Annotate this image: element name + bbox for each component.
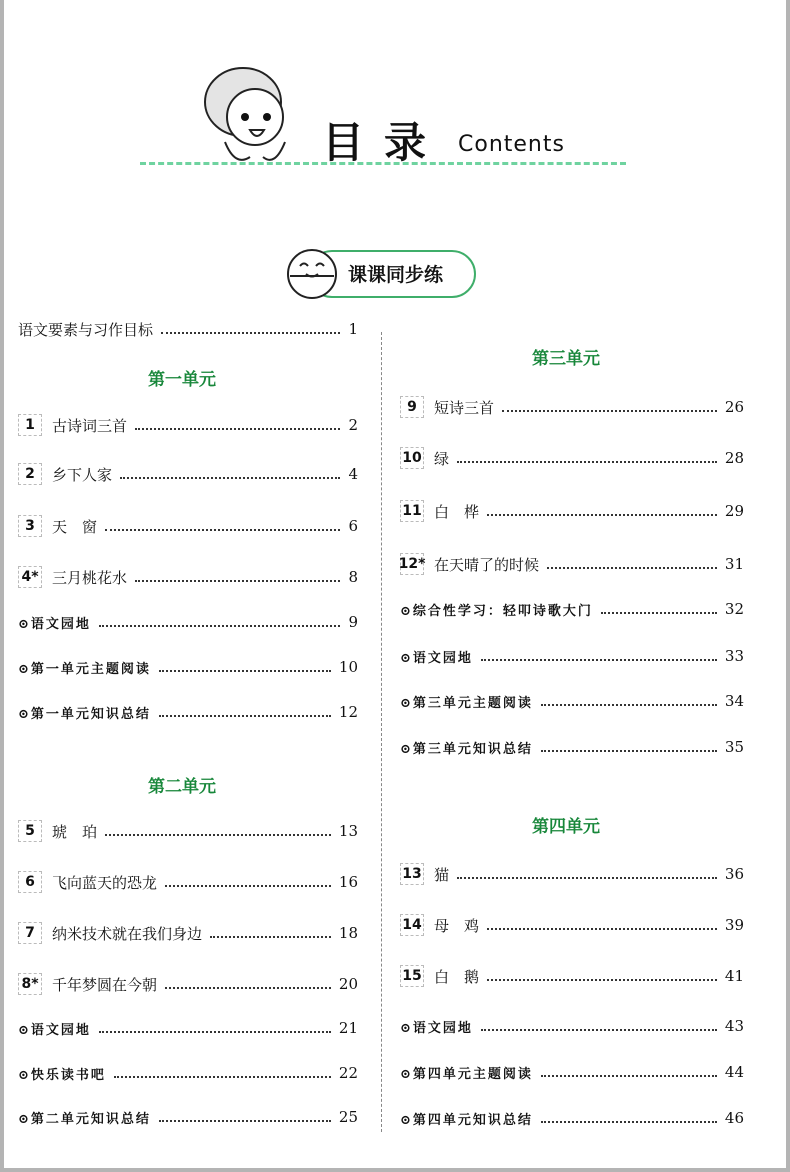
toc-entry[interactable]	[400, 965, 744, 987]
dot-leader	[105, 834, 331, 836]
toc-entry[interactable]	[400, 645, 744, 667]
toc-entry[interactable]	[400, 736, 744, 758]
toc-entry[interactable]	[18, 1017, 358, 1039]
toc-entry[interactable]	[400, 598, 744, 620]
toc-entry-title: ⊙第四单元知识总结	[400, 1112, 533, 1128]
lesson-number: 11	[400, 500, 424, 522]
dot-leader	[502, 410, 717, 412]
dot-leader	[135, 580, 340, 582]
page-number: 31	[724, 555, 744, 573]
unit-heading: 第三单元	[532, 349, 600, 369]
toc-entry-title: 猫	[434, 865, 450, 884]
toc-entry-title: 母 鸡	[434, 916, 480, 935]
dot-leader	[481, 1029, 717, 1031]
dot-leader	[457, 877, 717, 879]
toc-entry[interactable]	[18, 701, 358, 723]
dot-leader	[159, 1120, 331, 1122]
page-title-english: Contents	[458, 132, 565, 157]
toc-entry-title: 千年梦圆在今朝	[52, 975, 158, 994]
page-number: 9	[348, 613, 358, 631]
page-title: 目录	[322, 118, 447, 167]
toc-entry[interactable]	[18, 611, 358, 633]
toc-entry[interactable]	[18, 566, 358, 588]
page-number: 4	[348, 465, 358, 483]
page-number: 44	[724, 1063, 744, 1081]
toc-entry[interactable]	[400, 863, 744, 885]
dot-leader	[481, 659, 717, 661]
toc-entry-title: 乡下人家	[52, 465, 113, 484]
toc-entry[interactable]	[400, 396, 744, 418]
page-number: 10	[338, 658, 358, 676]
dot-leader	[161, 332, 340, 334]
page-number: 20	[338, 975, 358, 993]
toc-entry[interactable]	[400, 1015, 744, 1037]
page-number: 22	[338, 1064, 358, 1082]
page-number: 39	[724, 916, 744, 934]
toc-entry-title: ⊙第四单元主题阅读	[400, 1066, 533, 1082]
toc-entry[interactable]	[18, 820, 358, 842]
page-number: 25	[338, 1108, 358, 1126]
toc-entry[interactable]	[18, 515, 358, 537]
title-divider	[140, 162, 626, 165]
lesson-number: 7	[18, 922, 42, 944]
dot-leader	[541, 750, 717, 752]
lesson-number: 15	[400, 965, 424, 987]
toc-entry-title: 天 窗	[52, 517, 98, 536]
unit-heading: 第一单元	[148, 370, 216, 390]
lesson-number: 3	[18, 515, 42, 537]
lesson-number: 8*	[18, 973, 42, 995]
toc-entry-title: ⊙第一单元知识总结	[18, 706, 151, 722]
toc-entry-title: 白 鹅	[434, 967, 480, 986]
page-number: 13	[338, 822, 358, 840]
toc-entry-title: ⊙语文园地	[400, 650, 473, 666]
dot-leader	[105, 529, 340, 531]
dot-leader	[99, 625, 341, 627]
toc-entry-title: ⊙第三单元主题阅读	[400, 695, 533, 711]
toc-entry[interactable]	[18, 1106, 358, 1128]
toc-entry-title: 纳米技术就在我们身边	[52, 924, 203, 943]
lesson-number: 9	[400, 396, 424, 418]
toc-entry-title: 语文要素与习作目标	[18, 320, 154, 339]
page-number: 8	[348, 568, 358, 586]
page-number: 46	[724, 1109, 744, 1127]
dot-leader	[165, 885, 331, 887]
page-edge-bottom	[0, 1168, 790, 1172]
toc-entry[interactable]	[400, 914, 744, 936]
dot-leader	[541, 1075, 717, 1077]
dot-leader	[165, 987, 331, 989]
toc-entry-title: 飞向蓝天的恐龙	[52, 873, 158, 892]
lesson-number: 12*	[400, 553, 424, 575]
page-edge-left	[0, 0, 4, 1172]
toc-entry-title: ⊙语文园地	[18, 616, 91, 632]
dot-leader	[487, 928, 717, 930]
page-number: 12	[338, 703, 358, 721]
page-number: 34	[724, 692, 744, 710]
page-number: 1	[348, 320, 358, 338]
page-number: 6	[348, 517, 358, 535]
page-number: 16	[338, 873, 358, 891]
toc-entry-title: 白 桦	[434, 502, 480, 521]
toc-entry[interactable]	[400, 553, 744, 575]
dot-leader	[135, 428, 340, 430]
column-divider	[381, 332, 382, 1132]
dot-leader	[601, 612, 717, 614]
toc-entry[interactable]	[18, 1062, 358, 1084]
toc-entry[interactable]	[18, 922, 358, 944]
toc-entry[interactable]	[400, 500, 744, 522]
toc-entry-title: 短诗三首	[434, 398, 495, 417]
toc-entry[interactable]	[18, 318, 358, 340]
toc-entry[interactable]	[18, 656, 358, 678]
page-number: 36	[724, 865, 744, 883]
page-number: 2	[348, 416, 358, 434]
page-number: 41	[724, 967, 744, 985]
unit-heading: 第四单元	[532, 817, 600, 837]
lesson-number: 5	[18, 820, 42, 842]
dot-leader	[487, 514, 717, 516]
dot-leader	[114, 1076, 331, 1078]
toc-entry[interactable]	[18, 414, 358, 436]
toc-entry-title: ⊙综合性学习：轻叩诗歌大门	[400, 603, 593, 619]
lesson-number: 6	[18, 871, 42, 893]
lesson-number: 1	[18, 414, 42, 436]
lesson-number: 13	[400, 863, 424, 885]
toc-entry[interactable]	[400, 690, 744, 712]
page-number: 43	[724, 1017, 744, 1035]
lesson-number: 4*	[18, 566, 42, 588]
dot-leader	[457, 461, 717, 463]
dot-leader	[487, 979, 717, 981]
page-number: 18	[338, 924, 358, 942]
unit-heading: 第二单元	[148, 777, 216, 797]
toc-entry[interactable]	[400, 1107, 744, 1129]
page-number: 28	[724, 449, 744, 467]
toc-entry-title: ⊙第一单元主题阅读	[18, 661, 151, 677]
dot-leader	[547, 567, 717, 569]
toc-entry-title: 古诗词三首	[52, 416, 128, 435]
dot-leader	[210, 936, 331, 938]
section-badge-label: 课课同步练	[348, 264, 444, 286]
dot-leader	[159, 670, 331, 672]
toc-entry-title: ⊙第三单元知识总结	[400, 741, 533, 757]
toc-entry-title: ⊙第二单元知识总结	[18, 1111, 151, 1127]
toc-entry-title: 三月桃花水	[52, 568, 128, 587]
dot-leader	[99, 1031, 331, 1033]
lesson-number: 14	[400, 914, 424, 936]
lesson-number: 10	[400, 447, 424, 469]
toc-entry-title: ⊙语文园地	[400, 1020, 473, 1036]
lesson-number: 2	[18, 463, 42, 485]
toc-entry-title: ⊙快乐读书吧	[18, 1067, 106, 1083]
page-number: 32	[724, 600, 744, 618]
toc-entry[interactable]	[400, 447, 744, 469]
page-number: 33	[724, 647, 744, 665]
page-number: 29	[724, 502, 744, 520]
toc-entry[interactable]	[18, 973, 358, 995]
dot-leader	[541, 704, 717, 706]
toc-entry-title: 绿	[434, 449, 450, 468]
dot-leader	[541, 1121, 717, 1123]
toc-entry[interactable]	[18, 463, 358, 485]
page-number: 26	[724, 398, 744, 416]
girl-mascot-icon	[195, 62, 305, 172]
smiley-ball-icon	[282, 242, 342, 302]
dot-leader	[159, 715, 331, 717]
toc-entry[interactable]	[400, 1061, 744, 1083]
toc-entry[interactable]	[18, 871, 358, 893]
page-number: 35	[724, 738, 744, 756]
toc-entry-title: ⊙语文园地	[18, 1022, 91, 1038]
toc-entry-title: 在天晴了的时候	[434, 555, 540, 574]
page-number: 21	[338, 1019, 358, 1037]
dot-leader	[120, 477, 340, 479]
page-edge-right	[786, 0, 790, 1172]
toc-entry-title: 琥 珀	[52, 822, 98, 841]
